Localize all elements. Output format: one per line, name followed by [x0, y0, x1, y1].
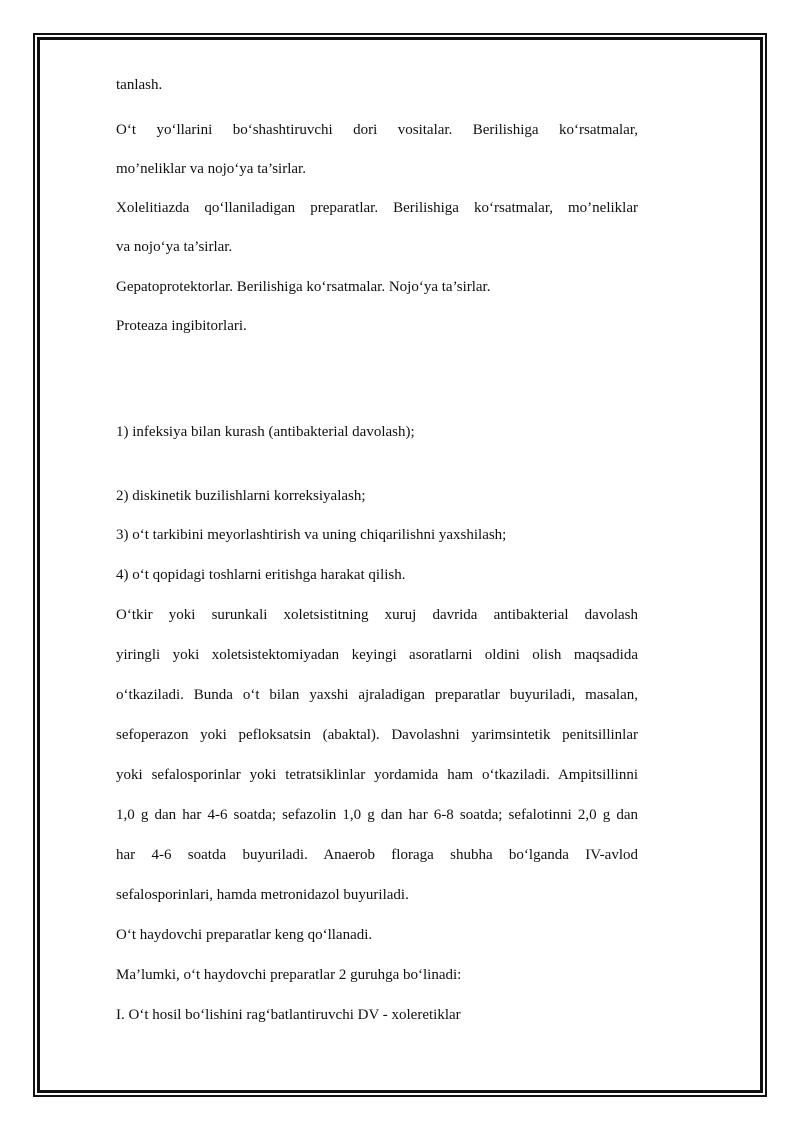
text-line: 1,0 g dan har 4-6 soatda; sefazolin 1,0 g dan har 6-8 soatda; sefalotinni 2,0 g dan [116, 807, 638, 823]
text-line: o‘tkaziladi. Bunda o‘t bilan yaxshi ajraladigan preparatlar buyuriladi, masalan, [116, 687, 638, 703]
text-line: sefoperazon yoki pefloksatsin (abaktal). Davolashni yarimsintetik penitsillinlar [116, 727, 638, 743]
text-line: yiringli yoki xoletsistektomiyadan keyingi asoratlarni oldini olish maqsadida [116, 647, 638, 663]
text-line: I. O‘t hosil bo‘lishini rag‘batlantiruvchi DV - xoleretiklar [116, 1007, 461, 1023]
list-item: 4) o‘t qopidagi toshlarni eritishga harakat qilish. [116, 567, 406, 583]
text-line: sefalosporinlari, hamda metronidazol buyuriladi. [116, 887, 409, 903]
text-line: O‘tkir yoki surunkali xoletsistitning xuruj davrida antibakterial davolash [116, 607, 638, 623]
text-line: Gepatoprotektorlar. Berilishiga ko‘rsatmalar. Nojo‘ya ta’sirlar. [116, 279, 491, 295]
list-item: 1) infeksiya bilan kurash (antibakterial davolash); [116, 424, 415, 440]
text-line: har 4-6 soatda buyuriladi. Anaerob floraga shubha bo‘lganda IV-avlod [116, 847, 638, 863]
text-line: va nojo‘ya ta’sirlar. [116, 239, 233, 255]
list-item: 2) diskinetik buzilishlarni korreksiyalash; [116, 488, 366, 504]
text-line: Xolelitiazda qo‘llaniladigan preparatlar. Berilishiga ko‘rsatmalar, mo’neliklar [116, 200, 638, 216]
text-line: Proteaza ingibitorlari. [116, 318, 247, 334]
text-line: yoki sefalosporinlar yoki tetratsiklinlar yordamida ham o‘tkaziladi. Ampitsillinni [116, 767, 638, 783]
text-line: O‘t yo‘llarini bo‘shashtiruvchi dori vositalar. Berilishiga ko‘rsatmalar, [116, 122, 638, 138]
text-line: mo’neliklar va nojo‘ya ta’sirlar. [116, 161, 306, 177]
list-item: 3) o‘t tarkibini meyorlashtirish va uning chiqarilishni yaxshilash; [116, 527, 507, 543]
text-line: tanlash. [116, 77, 163, 93]
text-line: O‘t haydovchi preparatlar keng qo‘llanadi. [116, 927, 373, 943]
text-line: Ma’lumki, o‘t haydovchi preparatlar 2 guruhga bo‘linadi: [116, 967, 462, 983]
